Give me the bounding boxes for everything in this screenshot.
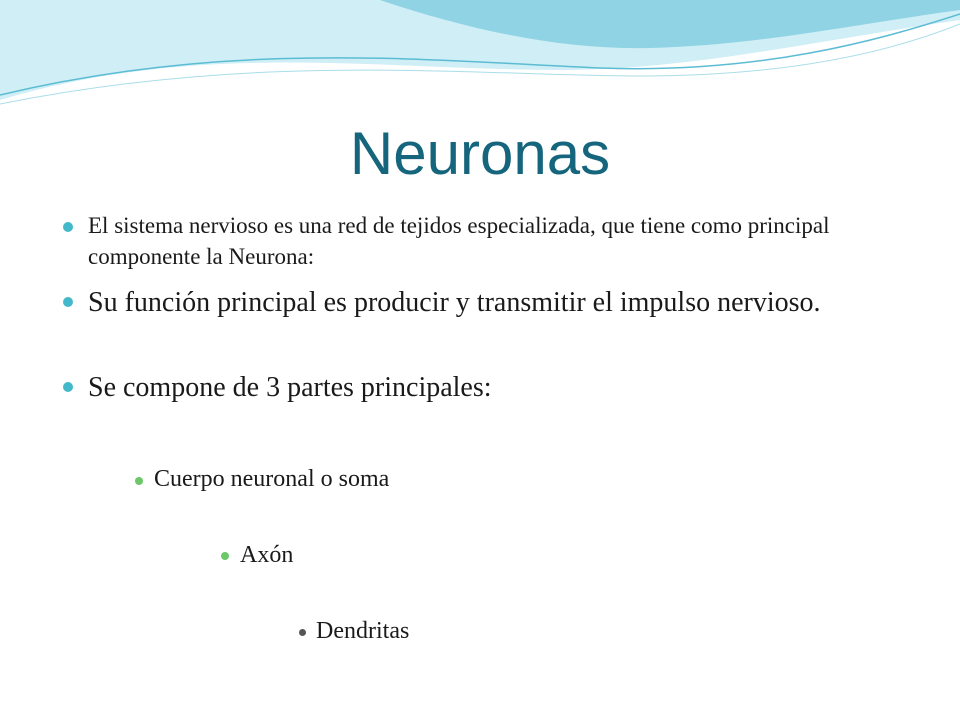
- sub-bullet-icon: [299, 629, 306, 636]
- sub-bullet-icon: [221, 552, 229, 560]
- header-wave-decoration: [0, 0, 960, 120]
- bullet-icon: [63, 222, 73, 232]
- sub-bullet-3-text: Dendritas: [316, 618, 410, 644]
- bullet-icon: [63, 297, 73, 307]
- sub-bullet-icon: [135, 477, 143, 485]
- slide-title: Neuronas: [349, 120, 611, 187]
- bullet-2-text: Su función principal es producir y transmitir el impulso nervioso.: [88, 287, 821, 318]
- sub-bullet-3: [316, 615, 409, 647]
- bullet-icon: [63, 382, 73, 392]
- bullet-1-text: El sistema nervioso es una red de tejidos especializada, que tiene como principal componente la Neurona:: [88, 213, 830, 269]
- sub-bullet-1-text: Cuerpo neuronal o soma: [154, 466, 390, 492]
- bullet-3-text: Se compone de 3 partes principales:: [88, 372, 492, 403]
- sub-bullet-2-text: Axón: [240, 542, 294, 568]
- bullet-1: [88, 210, 888, 272]
- bullet-2: [88, 284, 888, 321]
- sub-bullet-1: [154, 463, 389, 495]
- sub-bullet-2: [240, 539, 293, 571]
- bullet-3: [88, 369, 888, 406]
